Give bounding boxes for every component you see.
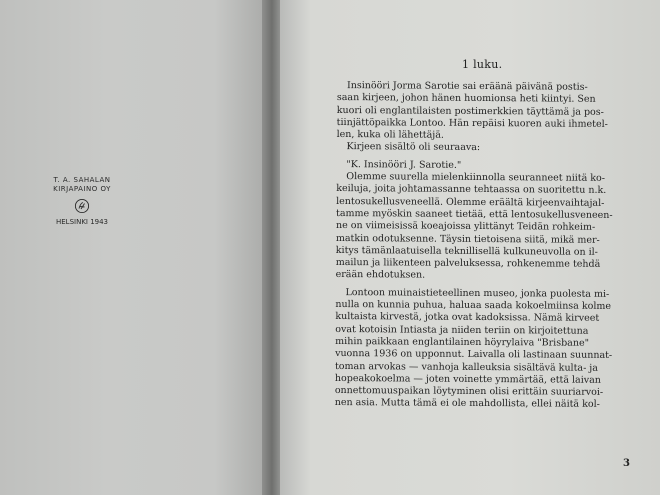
paragraph: [336, 141, 638, 155]
paragraph: [336, 171, 639, 284]
paragraph: [337, 80, 639, 144]
text-line: vuonna 1936 on upponnut. Laivalla oli lastinaan suunnat-: [335, 348, 613, 362]
text-line: nulla on kunnia puhua, haluaa saada kokoelmiinsa kolme: [335, 299, 612, 312]
text-line: toman arvokas — vanhoja kalleuksia sisältävä kulta- ja: [334, 360, 598, 374]
text-line: hopeakokoelma — joten voinette ymmärtää, että laivan: [334, 372, 601, 386]
page-number: 3: [623, 458, 630, 469]
text-line: Lontoon muinaistieteellinen museo, jonka puolesta mi-: [345, 286, 610, 300]
publisher-monogram-icon: [74, 198, 90, 214]
text-line: lentosukellusveneellä. Olemme eräältä kirjeenvaihtajal-: [336, 195, 605, 209]
text-line: mihin paikkaan englantilainen höyrylaiva "Brisbane": [335, 335, 590, 349]
text-line: ovat kotoisin Intiasta ja niiden teriin on kirjoitettuna: [335, 323, 589, 337]
text-line: tamme myöskin saaneet tietää, että lentosukellusveneen-: [336, 207, 613, 221]
text-line: erään ehdotuksen.: [335, 269, 426, 282]
text-line: matkin odotuksenne. Täysin tietoisena siitä, mikä mer-: [335, 232, 600, 246]
imprint-place-year: HELSINKI 1943: [55, 218, 109, 226]
printer-imprint: [22, 176, 142, 227]
body-text: [335, 80, 639, 412]
chapter-heading: 1 luku.: [462, 58, 503, 71]
text-line: kultaista kirvestä, jotka ovat kadoksissa. Nämä kirveet: [335, 311, 600, 325]
left-page: [0, 0, 268, 495]
text-line: kuori oli englantilaisten postimerkkien täyttämä ja pos-: [336, 104, 604, 118]
text-line: "K. Insinööri J. Sarotie.": [346, 158, 462, 171]
text-line: saan kirjeen, johon hänen huomionsa heti kiintyi. Sen: [336, 92, 596, 106]
text-line: keiluja, joita johtamassanne tehtaassa on suoritettu n.k.: [336, 183, 607, 197]
text-line: Insinööri Jorma Sarotie sai eräänä päivänä postis-: [346, 80, 588, 93]
printer-name-line2: KIRJAPAINO OY: [53, 185, 111, 193]
printer-name-line1: T. A. SAHALAN: [53, 176, 111, 184]
text-line: len, kuka oli lähettäjä.: [336, 129, 444, 141]
text-line: tiinjättöpaikka Lontoo. Hän repäisi kuoren auki ihmetel-: [336, 116, 608, 130]
text-line: nen asia. Mutta tämä ei ole mahdollista, ellei näitä kol-: [334, 397, 600, 411]
text-line: Olemme suurella mielenkiinnolla seuranneet niitä ko-: [346, 171, 606, 184]
text-line: Kirjeen sisältö oli seuraava:: [346, 141, 481, 154]
text-line: mailun ja liikenteen palveluksessa, rohkenemme tehdä: [335, 257, 601, 270]
text-line: kitys tämänlaatuisella teknillisellä kulkuneuvolla on il-: [335, 244, 598, 258]
text-line: ne on viimeisissä koeajoissa ylittänyt Teidän rohkeim-: [335, 220, 596, 234]
text-line: onnettomuuspaikan löytyminen olisi erittäin suuriarvoi-: [334, 385, 604, 398]
paragraph: [335, 287, 638, 412]
